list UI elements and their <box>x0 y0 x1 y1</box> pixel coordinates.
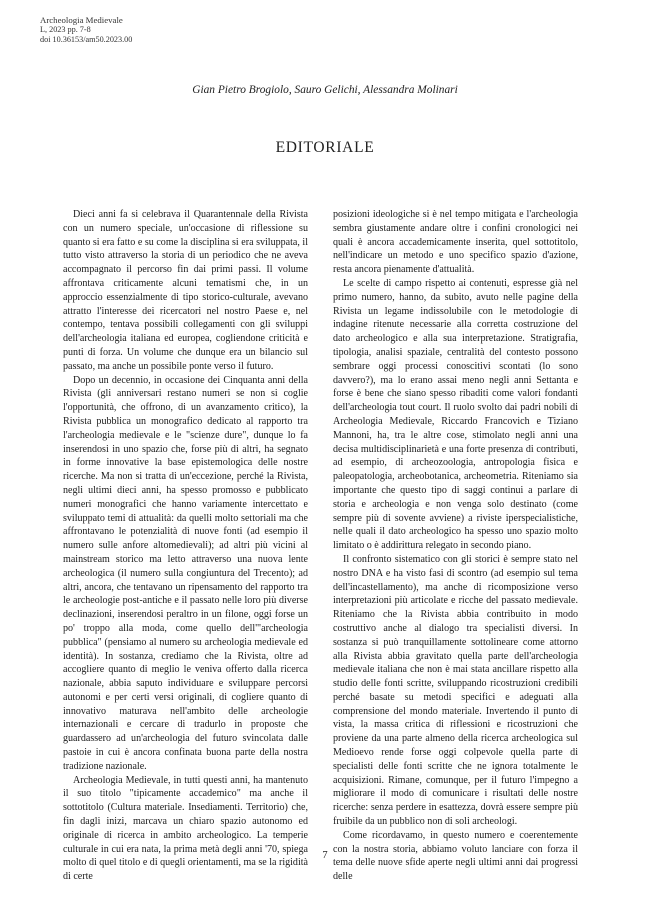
paragraph: Le scelte di campo rispetto ai contenuti, espresse già nel primo numero, hanno, da subito, avuto nelle pagine della Rivista un legame indissolubile con le metodologie di indagine ritenute necessarie alla corretta costruzione del dato archeologico e alla sua interpretazione. Stratigrafia, tipologia, analisi spaziale, centralità del contesto possono sembrare oggi processi conoscitivi scontati (lo sono davvero?), ma lo erano assai meno negli anni Settanta e forse è bene che siano spesso ribaditi come valori fondanti dell'archeologia tout court. Il ruolo svolto dai padri nobili di Archeologia Medievale, Riccardo Francovich e Tiziano Mannoni, ha, tra le altre cose, stimolato negli anni una decisa multidisciplinarietà e una forte presenza di contributi, ad esempio, di archeozoologia, antropologia fisica e paleopatologia, archeobotanica, archeometria. Riteniamo sia importante che questo tipo di saggi continui a parlare di storia e archeologia e non venga solo destinato (come sempre più di sovente avviene) a riviste iperspecialistiche, nelle quali il dato archeologico ha spesso uno spazio molto limitato o è addirittura relegato in secondo piano. <box>333 277 578 552</box>
paragraph: Come ricordavamo, in questo numero e coerentemente con la nostra storia, abbiamo voluto lanciare con forza il tema delle nuove sfide aperte negli ultimi anni dai progressi delle <box>333 829 578 883</box>
paragraph: Il confronto sistematico con gli storici è sempre stato nel nostro DNA e ha visto fasi di scontro (ad esempio sul tema dell'incastellamento), ma anche di ricomposizione verso interpretazioni più articolate e ricche del passato medievale. Riteniamo che la Rivista abbia contribuito in modo costruttivo anche al dialogo tra specialisti diversi. In sostanza si può tranquillamente sottolineare come attorno alla Rivista abbia gravitato quella parte dell'archeologia medievale italiana che non è mai stata ancillare rispetto alla studio delle fonti scritte, sviluppando ricostruzioni credibili perché basate su metodi specifici e adeguati alla comprensione del mondo materiale. Invertendo il punto di vista, la massa critica di riflessioni e ricostruzioni che proviene da una parte almeno della ricerca archeologica sul Medioevo rende forse oggi colpevole quella parte di specialisti delle fonti scritte che ne ignora totalmente le acquisizioni. Rimane, comunque, per il futuro l'impegno a migliorare il modo di comunicare i risultati delle nostre ricerche: senza perdere in esattezza, dovrà essere sempre più fruibile da un pubblico non di soli archeologi. <box>333 553 578 828</box>
volume-info: L, 2023 pp. 7-8 <box>40 25 91 35</box>
paragraph: Dieci anni fa si celebrava il Quarantennale della Rivista con un numero speciale, un'occasione di riflessione su quanto si era fatto e su come la disciplina si era sviluppata, il tutto visto attraverso la storia di un periodico che ne aveva accompagnato il percorso fin dai primi passi. Il volume affrontava criticamente alcuni tematismi che, in un approccio essenzialmente di tipo storico-culturale, avevano attratto l'interesse dei ricercatori nel nostro Paese e, nel contempo, tentava possibili collegamenti con gli sviluppi dell'archeologia italiana ed europea, cogliendone criticità e punti di forza. Un volume che dunque era un bilancio sul passato, ma anche un possibile ponte verso il futuro. <box>63 209 308 372</box>
doi: doi 10.36153/am50.2023.00 <box>40 34 133 44</box>
paragraph: Archeologia Medievale, in tutti questi anni, ha mantenuto il suo titolo "tipicamente accademico" ma anche il sottotitolo (Cultura materiale. Insediamenti. Territorio) che, fin dagli inizi, marcava un chiaro spazio autonomo ed originale di ricerca in ambito archeologico. La temperie culturale in cui era nata, la prima metà degli anni '70, spiega molto di quel titolo e di quegli orientamenti, ma se la rigidità di certe <box>63 774 308 883</box>
authors: Gian Pietro Brogiolo, Sauro Gelichi, Alessandra Molinari <box>192 84 458 96</box>
paragraph: posizioni ideologiche si è nel tempo mitigata e l'archeologia sembra giustamente andare oltre i confini cronologici nei quali è ancora accademicamente inserita, quel sottotitolo, nell'indicare un metodo e uno specifico spazio d'azione, resta ancora pienamente d'attualità. <box>333 209 578 276</box>
right-column <box>333 208 578 884</box>
left-column <box>63 208 308 884</box>
article-title: EDITORIALE <box>275 139 375 156</box>
paragraph: Dopo un decennio, in occasione dei Cinquanta anni della Rivista (gli anniversari restano numeri se non si coglie l'opportunità, che offrono, di un avanzamento critico), la Rivista pubblica un monografico dedicato al rapporto tra l'archeologia medievale e le "scienze dure", dunque lo fa inserendosi in uno spazio che, forse più di altri, ha segnato in forme innovative la base epistemologica delle nostre ricerche. Ma non si tratta di un'eccezione, perché la Rivista, negli ultimi dieci anni, ha spesso promosso e pubblicato numeri monografici che hanno variamente intercettato e sviluppato temi di attualità: da quelli molto settoriali ma che affrontavano le potenzialità di nuove fonti (ad esempio il numero sulle anfore altomedievali); ad altri più vicini al mainstream storico ma letto attraverso una nuova lente archeologica (il numero sulla congiuntura del Trecento); ad altri, ancora, che tentavano un ripensamento del rapporto tra le archeologie post-antiche e il passato nelle loro più diverse declinazioni, inserendosi peraltro in un filone, oggi forse un po' troppo alla moda, come quello dell'"archeologia pubblica" (pensiamo al numero su archeologia medievale ed identità). In sostanza, crediamo che la Rivista, oltre ad accogliere quanto di meglio le veniva offerto dalla ricerca nazionale, abbia saputo individuare e sviluppare percorsi autonomi e per certi versi originali, di cogliere quanto di innovativo maturava nell'ambito delle archeologie internazionali e cercare di tradurlo in proposte che guardassero ad un'archeologia del futuro svincolata dalle pastoie in cui è ancora confinata buona parte della nostra tradizione nazionale. <box>63 374 308 772</box>
page-number: 7 <box>322 850 328 861</box>
journal-name: Archeologia Medievale <box>40 15 123 25</box>
journal-masthead <box>40 16 132 44</box>
